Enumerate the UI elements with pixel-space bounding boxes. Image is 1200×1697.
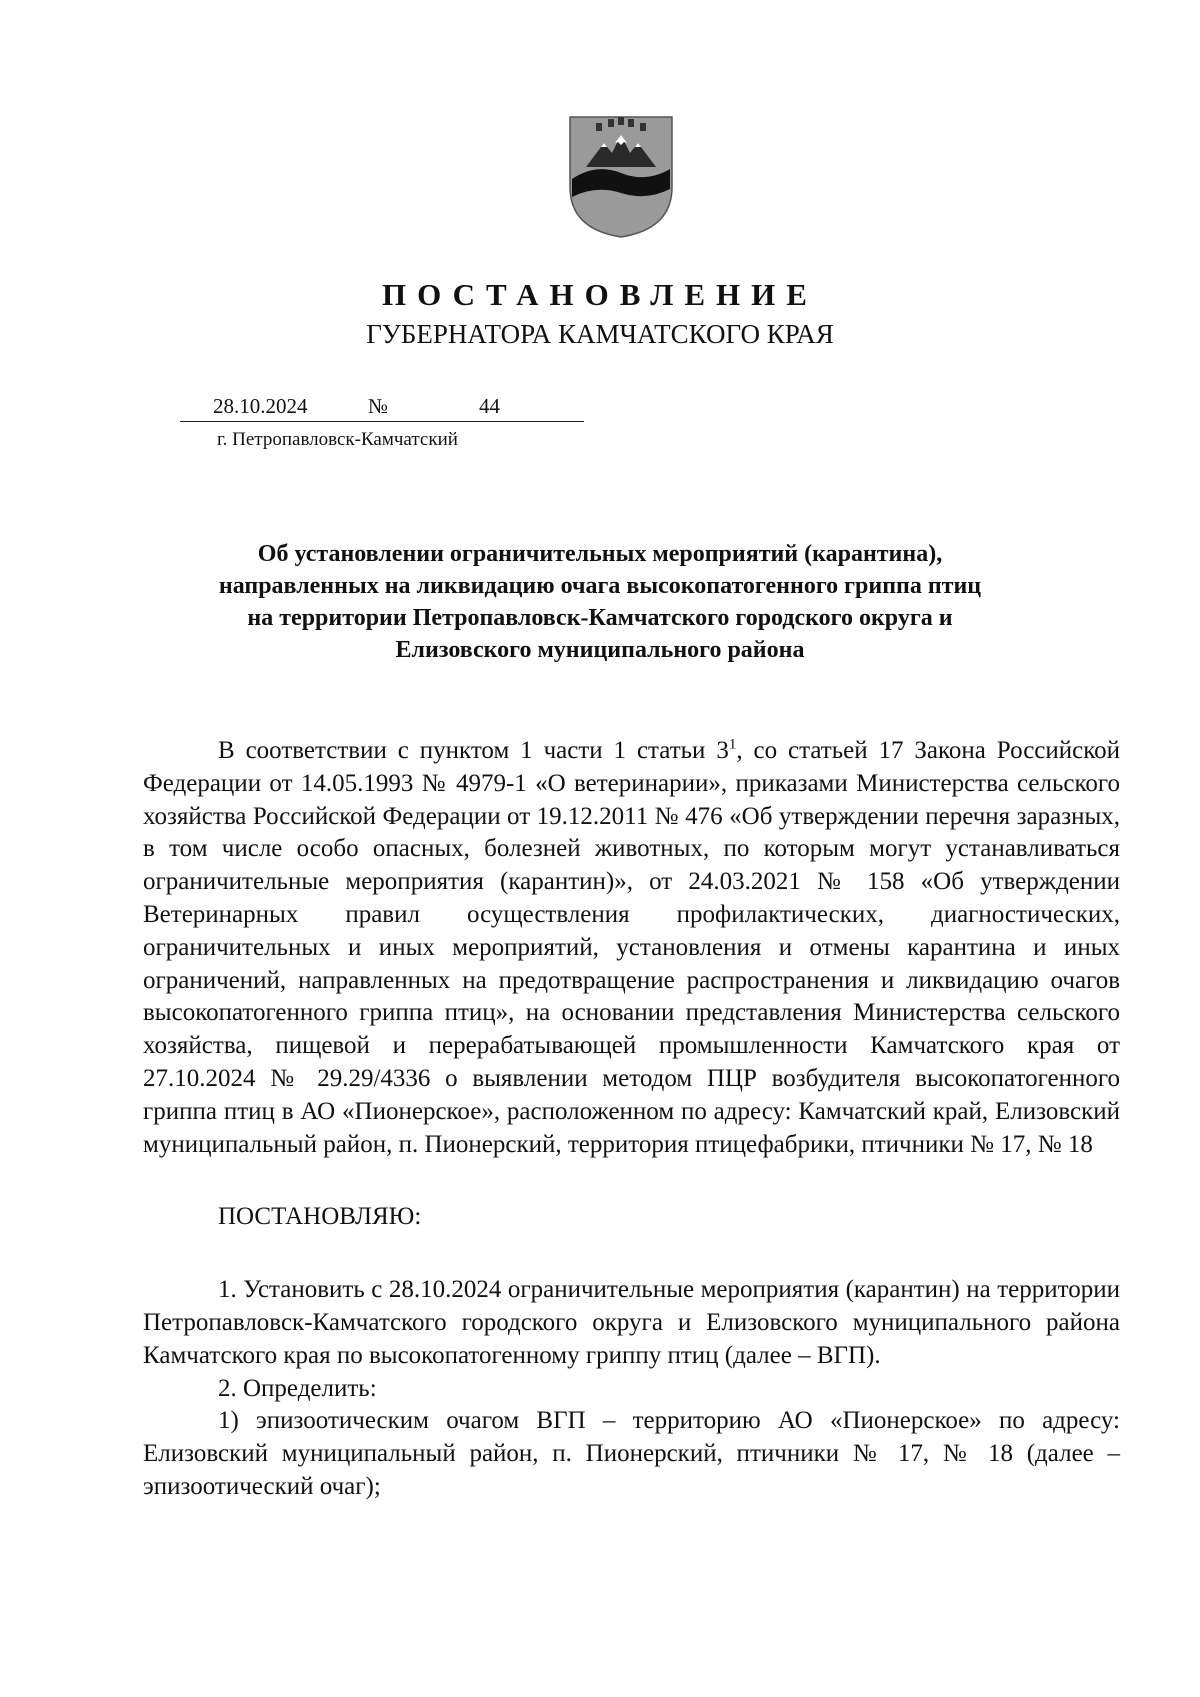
issuer-subtitle: ГУБЕРНАТОРА КАМЧАТСКОГО КРАЯ <box>366 319 834 349</box>
number-label: № <box>368 394 389 418</box>
date-number-row <box>180 391 584 422</box>
document-city: г. Петропавловск-Камчатский <box>217 429 458 450</box>
document-number: 44 <box>479 394 500 418</box>
document-heading <box>140 538 1060 666</box>
heading-line: Об установлении ограничительных мероприятий (карантина), <box>257 541 943 567</box>
item-1-paragraph: 1. Установить с 28.10.2024 ограничительные мероприятия (карантин) на территории Петропавловск-Камчатского городского округа и Елизовского муниципального района Камчатского края по высокопатогенному гриппу птиц (далее – ВГП). <box>143 1276 1120 1369</box>
document-body <box>143 735 1120 1504</box>
heading-line: Елизовского муниципального района <box>395 637 805 663</box>
item-2-paragraph: 2. Определить: <box>218 1374 377 1402</box>
legal-basis-paragraph <box>143 735 1120 1161</box>
basis-text-end: , со статьей 17 Закона Российской Федерации от 14.05.1993 № 4979-1 «О ветеринарии», приказами Министерства сельского хозяйства Российской Федерации от 19.12.2011 № 476 «Об утверждении перечня заразных, в том числе особо опасных, болезней животных, по которым могут устанавливаться ограничительные мероприятия (карантин)», от 24.03.2021 № 158 «Об утверждении Ветеринарных правил осуществления профилактических, диагностических, ограничительных и иных мероприятий, установления и отмены карантина и иных ограничений, направленных на предотвращение распространения и ликвидацию очагов высокопатогенного гриппа птиц», на основании представления Министерства сельского хозяйства, пищевой и перерабатывающей промышленности Камчатского края от 27.10.2024 № 29.29/4336 о выявлении методом ПЦР возбудителя высокопатогенного гриппа птиц в АО «Пионерское», расположенном по адресу: Камчатский край, Елизовский муниципальный район, п. Пионерский, территория птицефабрики, птичники № 17, № 18 <box>143 737 1120 1158</box>
basis-text-start: В соответствии с пунктом 1 части 1 статьи 3 <box>218 737 729 764</box>
decree-word: ПОСТАНОВЛЯЮ: <box>218 1203 422 1231</box>
item-2-1-paragraph: 1) эпизоотическим очагом ВГП – территорию АО «Пионерское» по адресу: Елизовский муниципальный район, п. Пионерский, птичники № 17, № 18 (далее – эпизоотический очаг); <box>143 1407 1120 1500</box>
kamchatka-coat-of-arms-emblem <box>566 109 676 239</box>
superscript-number: 1 <box>728 736 737 753</box>
document-type-title: ПОСТАНОВЛЕНИЕ <box>382 277 818 312</box>
heading-line: на территории Петропавловск-Камчатского городского округа и <box>247 605 953 631</box>
document-date: 28.10.2024 <box>213 394 308 418</box>
heading-line: направленных на ликвидацию очага высокопатогенного гриппа птиц <box>218 573 982 599</box>
